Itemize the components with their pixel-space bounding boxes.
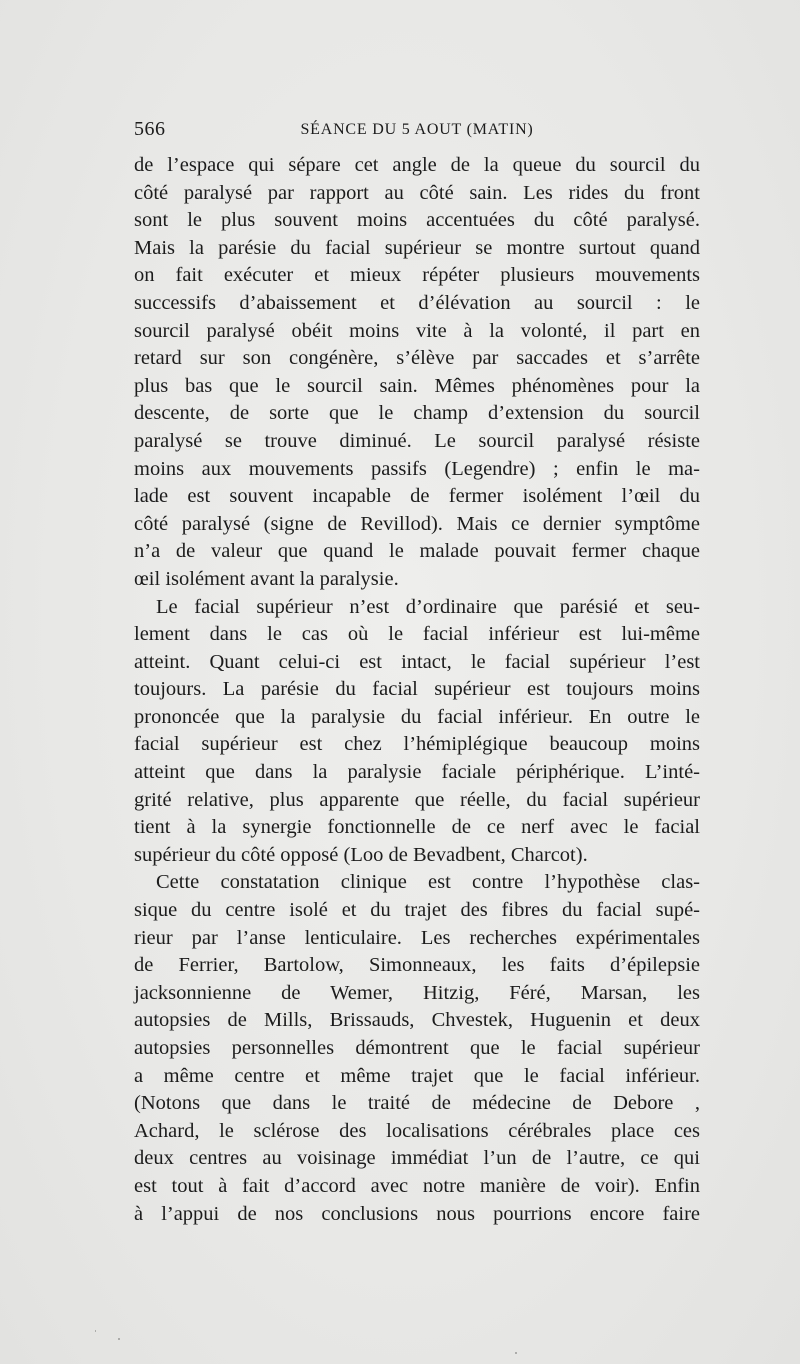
text-line: lement dans le cas où le facial inférieur est lui-même <box>134 623 700 646</box>
text-line: paralysé se trouve diminué. Le sourcil paralysé résiste <box>134 429 700 452</box>
text-line: de Ferrier, Bartolow, Simonneaux, les faits d’épilepsie <box>134 954 700 977</box>
text-line: moins aux mouvements passifs (Legendre) ; enfin le ma- <box>134 457 700 480</box>
text-line: successifs d’abaissement et d’élévation au sourcil : le <box>134 291 700 314</box>
text-line: (Notons que dans le traité de médecine de Debore , <box>134 1092 700 1115</box>
text-line: côté paralysé par rapport au côté sain. Les rides du front <box>134 181 700 204</box>
text-line: sont le plus souvent moins accentuées du côté paralysé. <box>134 209 700 232</box>
running-head-title: SÉANCE DU 5 AOUT (MATIN) <box>300 121 534 138</box>
text-line: grité relative, plus apparente que réelle, du facial supérieur <box>134 788 700 811</box>
text-line: à l’appui de nos conclusions nous pourrions encore faire <box>134 1202 700 1225</box>
text-line: sourcil paralysé obéit moins vite à la volonté, il part en <box>134 319 700 342</box>
text-line: Cette constatation clinique est contre l’hypothèse clas- <box>156 871 700 894</box>
text-line: supérieur du côté opposé (Loo de Bevadbent, Charcot). <box>134 843 588 866</box>
text-line: facial supérieur est chez l’hémiplégique beaucoup moins <box>134 733 700 756</box>
running-head <box>134 118 700 144</box>
paper-speck <box>515 1352 517 1354</box>
text-line: deux centres au voisinage immédiat l’un de l’autre, ce qui <box>134 1147 700 1170</box>
text-line: Achard, le sclérose des localisations cérébrales place ces <box>134 1119 700 1142</box>
text-line: de l’espace qui sépare cet angle de la queue du sourcil du <box>134 154 700 176</box>
text-line: a même centre et même trajet que le facial inférieur. <box>134 1064 700 1087</box>
text-line: rieur par l’anse lenticulaire. Les recherches expérimentales <box>134 926 700 949</box>
text-line: prononcée que la paralysie du facial inférieur. En outre le <box>134 705 700 728</box>
text-line: atteint que dans la paralysie faciale périphérique. L’inté- <box>134 761 700 784</box>
text-line: descente, de sorte que le champ d’extension du sourcil <box>134 402 700 425</box>
text-line: autopsies personnelles démontrent que le facial supérieur <box>134 1037 700 1059</box>
text-line: est tout à fait d’accord avec notre manière de voir). Enfin <box>134 1174 700 1197</box>
text-line: tient à la synergie fonctionnelle de ce nerf avec le facial <box>134 816 700 839</box>
text-line: œil isolément avant la paralysie. <box>134 567 399 590</box>
text-line: retard sur son congénère, s’élève par saccades et s’arrête <box>134 347 700 370</box>
text-line: atteint. Quant celui-ci est intact, le facial supérieur l’est <box>134 650 700 673</box>
page-number: 566 <box>134 118 166 140</box>
text-line: toujours. La parésie du facial supérieur est toujours moins <box>134 678 700 701</box>
text-line: on fait exécuter et mieux répéter plusieurs mouvements <box>134 264 700 287</box>
text-line: sique du centre isolé et du trajet des fibres du facial supé- <box>134 899 700 922</box>
text-line: Mais la parésie du facial supérieur se montre surtout quand <box>134 236 700 259</box>
text-line: autopsies de Mills, Brissauds, Chvestek, Huguenin et deux <box>134 1009 700 1032</box>
text-line: lade est souvent incapable de fermer isolément l’œil du <box>134 485 700 508</box>
text-line: jacksonnienne de Wemer, Hitzig, Féré, Marsan, les <box>134 981 700 1004</box>
body-text <box>134 152 700 1228</box>
paper-speck <box>95 1330 96 1332</box>
text-line: Le facial supérieur n’est d’ordinaire que parésié et seu- <box>156 595 700 618</box>
text-line: n’a de valeur que quand le malade pouvait fermer chaque <box>134 540 700 563</box>
paper-speck <box>118 1338 120 1340</box>
text-line: côté paralysé (signe de Revillod). Mais ce dernier symptôme <box>134 512 700 535</box>
text-line: plus bas que le sourcil sain. Mêmes phénomènes pour la <box>134 374 700 397</box>
